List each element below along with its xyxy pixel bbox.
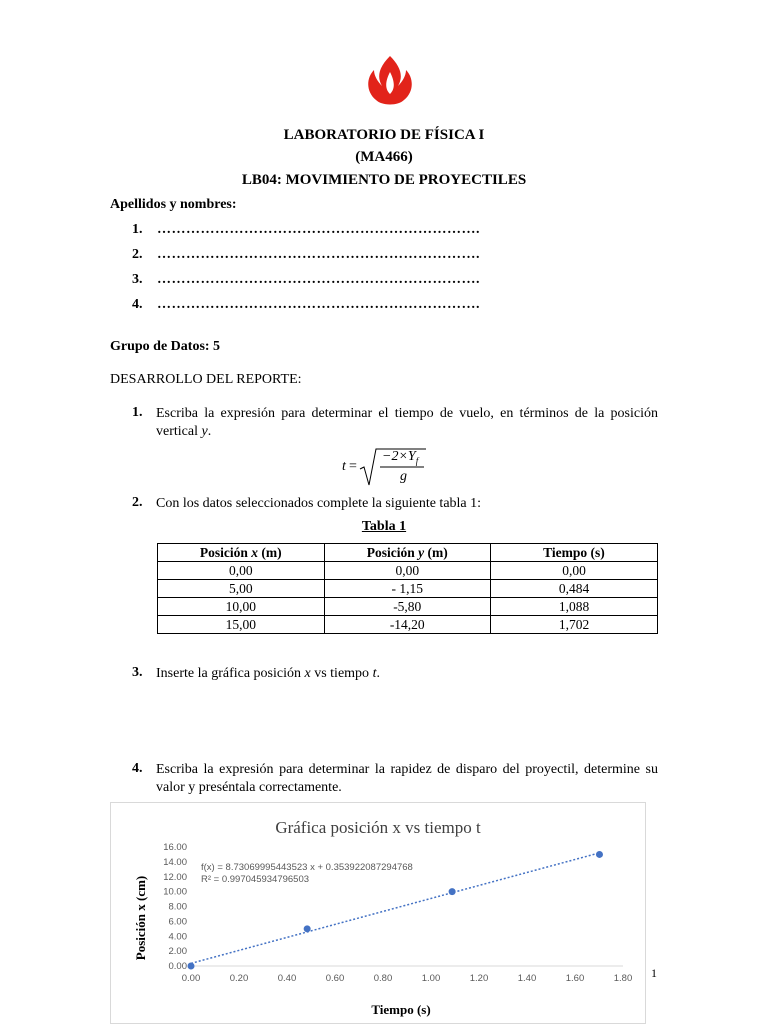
x-tick-label: 0.40 bbox=[277, 973, 297, 984]
flame-icon bbox=[368, 56, 412, 105]
question-3-text: Inserte la gráfica posición x vs tiempo t. bbox=[156, 666, 380, 681]
names-item-num: 2. bbox=[132, 247, 143, 262]
data-point bbox=[596, 851, 603, 858]
table-cell: - 1,15 bbox=[324, 580, 491, 598]
header-line-3: LB04: MOVIMIENTO DE PROYECTILES bbox=[241, 172, 527, 188]
table-cell: 0,00 bbox=[324, 562, 491, 580]
table-caption: Tabla 1 bbox=[361, 519, 407, 534]
table-header-row bbox=[158, 544, 658, 562]
page-number: 1 bbox=[651, 966, 657, 980]
header-line-1: LABORATORIO DE FÍSICA I bbox=[283, 127, 485, 143]
names-label: Apellidos y nombres: bbox=[110, 197, 237, 212]
names-item-num: 3. bbox=[132, 272, 143, 287]
x-tick-label: 0.20 bbox=[229, 973, 249, 984]
table-cell: 1,088 bbox=[491, 598, 658, 616]
chart-container bbox=[110, 802, 646, 1024]
table-cell: -14,20 bbox=[324, 616, 491, 634]
data-point bbox=[188, 963, 195, 970]
trendline-r2: R² = 0.997045934796503 bbox=[201, 874, 310, 885]
question-4-number: 4. bbox=[132, 761, 143, 776]
data-table bbox=[157, 543, 658, 634]
report-heading: DESARROLLO DEL REPORTE: bbox=[110, 372, 302, 387]
names-item-line[interactable]: …………………………………………………………. bbox=[157, 222, 480, 237]
x-tick-label: 1.00 bbox=[421, 973, 441, 984]
position-time-chart bbox=[111, 803, 645, 1023]
formula-denominator: g bbox=[400, 469, 407, 484]
table-cell: 0,00 bbox=[491, 562, 658, 580]
table-row bbox=[158, 580, 658, 598]
names-item-line[interactable]: …………………………………………………………. bbox=[157, 297, 480, 312]
formula-numerator: $-2\times Y_f$ bbox=[382, 449, 419, 466]
y-tick-label: 8.00 bbox=[168, 901, 187, 913]
y-tick-label: 2.00 bbox=[168, 946, 187, 958]
question-4-text: Escriba la expresión para determinar la rapidez de disparo del proyectil, determine su valor y preséntala correctamente. bbox=[156, 762, 658, 795]
trendline-equation: f(x) = 8.73069995443523 x + 0.353922087294768 bbox=[201, 862, 413, 873]
table-header: Posición x (m) bbox=[158, 544, 325, 562]
formula-equals: = bbox=[349, 459, 357, 474]
table-cell: 10,00 bbox=[158, 598, 325, 616]
x-tick-label: 1.60 bbox=[565, 973, 585, 984]
data-point bbox=[304, 925, 311, 932]
table-cell: 0,00 bbox=[158, 562, 325, 580]
names-item-num: 1. bbox=[132, 222, 143, 237]
y-tick-label: 16.00 bbox=[163, 842, 187, 853]
x-tick-label: 1.40 bbox=[517, 973, 537, 984]
table-header: Posición y (m) bbox=[324, 544, 491, 562]
y-tick-label: 12.00 bbox=[163, 871, 187, 883]
question-1-number: 1. bbox=[132, 405, 143, 420]
question-3-number: 3. bbox=[132, 665, 143, 680]
y-tick-label: 14.00 bbox=[163, 856, 187, 868]
group-label: Grupo de Datos: 5 bbox=[110, 339, 221, 354]
chart-x-label: Tiempo (s) bbox=[371, 1002, 431, 1017]
question-1-text: Escriba la expresión para determinar el tiempo de vuelo, en términos de la posición vertical y. bbox=[156, 406, 658, 439]
time-of-flight-formula bbox=[340, 447, 440, 487]
names-item-num: 4. bbox=[132, 297, 143, 312]
chart-y-label: Posición x (cm) bbox=[133, 875, 148, 961]
question-2-number: 2. bbox=[132, 495, 143, 510]
y-tick-label: 0.00 bbox=[168, 961, 187, 972]
x-tick-label: 0.60 bbox=[325, 973, 345, 984]
formula-lhs: t bbox=[342, 459, 346, 474]
x-tick-label: 0.80 bbox=[373, 973, 393, 984]
upc-logo bbox=[358, 54, 422, 110]
table-cell: 1,702 bbox=[491, 616, 658, 634]
names-item-line[interactable]: …………………………………………………………. bbox=[157, 247, 480, 262]
data-point bbox=[449, 888, 456, 895]
question-2-text: Con los datos seleccionados complete la siguiente tabla 1: bbox=[156, 496, 482, 511]
x-tick-label: 1.80 bbox=[613, 973, 633, 984]
y-tick-label: 4.00 bbox=[168, 931, 187, 943]
y-tick-label: 10.00 bbox=[163, 886, 187, 898]
y-tick-label: 6.00 bbox=[168, 916, 187, 928]
x-tick-label: 1.20 bbox=[469, 973, 489, 984]
table-cell: -5,80 bbox=[324, 598, 491, 616]
header-line-2: (MA466) bbox=[355, 149, 413, 165]
names-item-line[interactable]: …………………………………………………………. bbox=[157, 272, 480, 287]
chart-title: Gráfica posición x vs tiempo t bbox=[275, 818, 481, 837]
x-tick-label: 0.00 bbox=[181, 973, 201, 984]
table-header: Tiempo (s) bbox=[491, 544, 658, 562]
table-cell: 0,484 bbox=[491, 580, 658, 598]
table-row bbox=[158, 562, 658, 580]
table-cell: 15,00 bbox=[158, 616, 325, 634]
table-cell: 5,00 bbox=[158, 580, 325, 598]
table-row bbox=[158, 616, 658, 634]
table-row bbox=[158, 598, 658, 616]
